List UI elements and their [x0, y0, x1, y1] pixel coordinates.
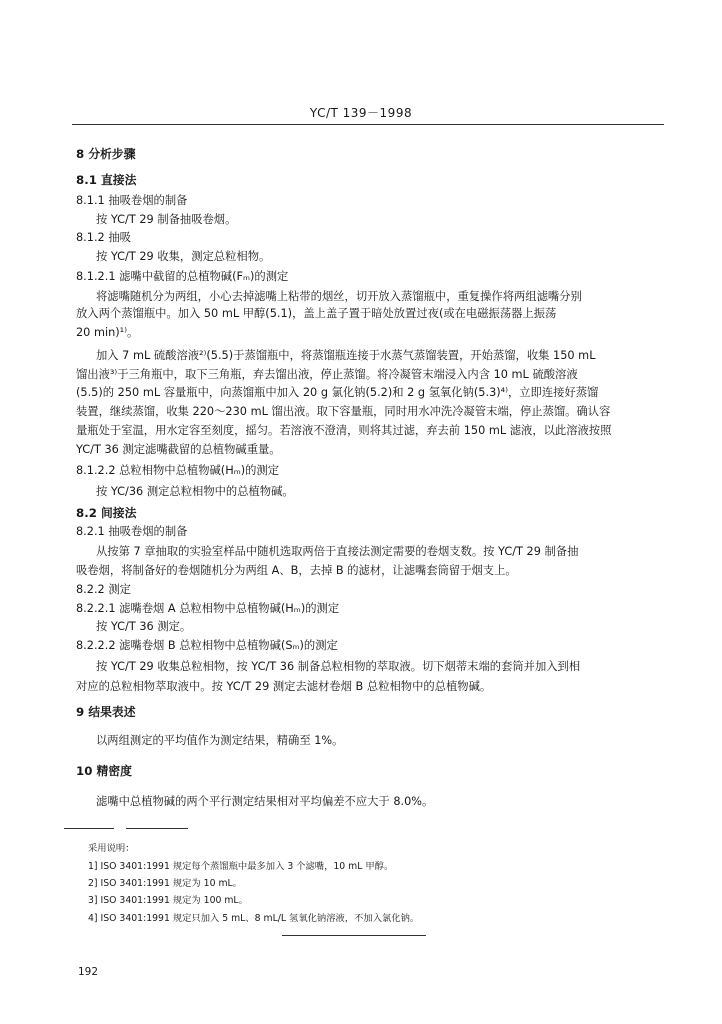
section-8-1-1-heading: 8.1.1 抽吸卷烟的制备 — [76, 194, 188, 207]
section-8-1-2-1-heading: 8.1.2.1 滤嘴中截留的总植物碱(Fₘ)的测定 — [76, 270, 289, 283]
section-9-heading: 9 结果表述 — [76, 705, 136, 719]
paragraph-8-1-2: 按 YC/T 29 收集，测定总粒相物。 — [96, 250, 271, 263]
footnote-item: 3] ISO 3401:1991 规定为 100 mL。 — [88, 895, 248, 906]
paragraph-line: 装置，继续蒸馏，收集 220～230 mL 馏出液。取下容量瓶，同时用水冲洗冷凝管末端，停止蒸馏。确认容 — [76, 405, 611, 418]
paragraph-line: YC/T 36 测定滤嘴截留的总植物碱重量。 — [76, 443, 281, 456]
paragraph-line: 加入 7 mL 硫酸溶液²⁾(5.5)于蒸馏瓶中，将蒸馏瓶连接于水蒸气蒸馏装置，开始蒸馏，收集 150 mL — [96, 349, 596, 362]
section-8-2-2-1-heading: 8.2.2.1 滤嘴卷烟 A 总粒相物中总植物碱(Hₘ)的测定 — [76, 602, 340, 615]
paragraph-10: 滤嘴中总植物碱的两个平行测定结果相对平均偏差不应大于 8.0%。 — [96, 795, 434, 808]
paragraph-8-1-2-2: 按 YC/36 测定总粒相物中的总植物碱。 — [96, 485, 294, 498]
paragraph-line: (5.5)的 250 mL 容量瓶中，向蒸馏瓶中加入 20 g 氯化钠(5.2)和 2 g 氢氧化钠(5.3)⁴⁾，立即连接好蒸馏 — [76, 386, 599, 399]
footnote-intro: 采用说明： — [88, 843, 135, 854]
footnote-item: 2] ISO 3401:1991 规定为 10 mL。 — [88, 878, 242, 889]
paragraph-line: 馏出液³⁾于三角瓶中，取下三角瓶，弃去馏出液，停止蒸馏。将冷凝管末端浸入内含 10 mL 硫酸溶液 — [76, 368, 578, 381]
section-8-2-heading: 8.2 间接法 — [76, 506, 137, 520]
page-header: YC/T 139－1998 — [309, 106, 413, 120]
paragraph-line: 量瓶处于室温，用水定容至刻度，摇匀。若溶液不澄清，则将其过滤，弃去前 150 mL 滤液，以此溶液按照 — [76, 424, 612, 437]
footnote-item: 1] ISO 3401:1991 规定每个蒸馏瓶中最多加入 3 个滤嘴，10 mL 甲醇。 — [88, 861, 394, 872]
footnote-rule — [126, 828, 188, 829]
paragraph-line: 按 YC/T 29 收集总粒相物，按 YC/T 36 制备总粒相物的萃取液。切下烟蒂末端的套筒并加入到相 — [96, 660, 581, 673]
paragraph-8-1-1: 按 YC/T 29 制备抽吸卷烟。 — [96, 213, 237, 226]
paragraph-line: 放入两个蒸馏瓶中。加入 50 mL 甲醇(5.1)，盖上盖子置于暗处放置过夜(或在电磁振荡器上振荡 — [76, 307, 557, 320]
section-8-2-1-heading: 8.2.1 抽吸卷烟的制备 — [76, 525, 188, 538]
section-8-1-2-heading: 8.1.2 抽吸 — [76, 231, 131, 244]
paragraph-9: 以两组测定的平均值作为测定结果，精确至 1%。 — [96, 734, 344, 747]
page-number: 192 — [78, 966, 99, 978]
footnote-rule — [64, 828, 114, 829]
paragraph-line: 对应的总粒相物萃取液中。按 YC/T 29 测定去滤材卷烟 B 总粒相物中的总植物碱。 — [76, 680, 492, 693]
section-8-2-2-2-heading: 8.2.2.2 滤嘴卷烟 B 总粒相物中总植物碱(Sₘ)的测定 — [76, 639, 338, 652]
paragraph-line: 吸卷烟，将制备好的卷烟随机分为两组 A、B，去掉 B 的滤材，让滤嘴套筒留于烟支上。 — [76, 564, 517, 577]
section-10-heading: 10 精密度 — [76, 764, 132, 778]
paragraph-8-2-2-1: 按 YC/T 36 测定。 — [96, 620, 192, 633]
section-8-1-heading: 8.1 直接法 — [76, 173, 137, 187]
end-rule — [282, 935, 426, 936]
footnote-item: 4] ISO 3401:1991 规定只加入 5 mL、8 mL/L 氢氧化钠溶液，不加入氯化钠。 — [88, 913, 420, 924]
section-8-2-2-heading: 8.2.2 测定 — [76, 583, 131, 596]
section-8-heading: 8 分析步骤 — [76, 147, 136, 161]
paragraph-line: 20 min)¹⁾。 — [76, 326, 139, 339]
paragraph-line: 从按第 7 章抽取的实验室样品中随机选取两倍于直接法测定需要的卷烟支数。按 YC/T 29 制备抽 — [96, 545, 579, 558]
paragraph-line: 将滤嘴随机分为两组，小心去掉滤嘴上粘带的烟丝，切开放入蒸馏瓶中，重复操作将两组滤嘴分别 — [96, 290, 582, 303]
header-rule — [72, 124, 664, 125]
section-8-1-2-2-heading: 8.1.2.2 总粒相物中总植物碱(Hₘ)的测定 — [76, 464, 280, 477]
